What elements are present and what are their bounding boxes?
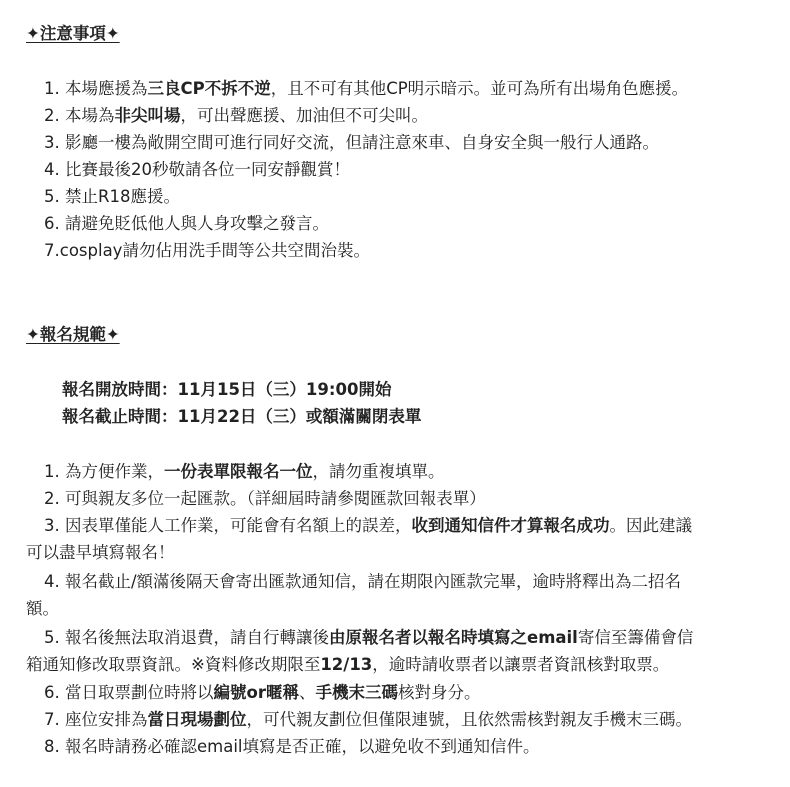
rule-item-3: 3. 因表單僅能人工作業，可能會有名額上的誤差，收到通知信件才算報名成功。因此建議 bbox=[44, 516, 692, 535]
note-item-7: 7.cosplay請勿佔用洗手間等公共空間治裝。 bbox=[44, 241, 370, 260]
rule-item-8: 8. 報名時請務必確認email填寫是否正確，以避免收不到通知信件。 bbox=[44, 737, 540, 756]
note-item-5: 5. 禁止R18應援。 bbox=[44, 187, 180, 206]
registration-close-time: 報名截止時間：11月22日（三）或額滿關閉表單 bbox=[62, 407, 422, 426]
note-item-3: 3. 影廳一樓為敞開空間可進行同好交流，但請注意來車、自身安全與一般行人通路。 bbox=[44, 133, 659, 152]
rule-item-7: 7. 座位安排為當日現場劃位，可代親友劃位但僅限連號，且依然需核對親友手機末三碼。 bbox=[44, 710, 692, 729]
note-item-4: 4. 比賽最後20秒敬請各位一同安靜觀賞！ bbox=[44, 160, 350, 179]
rule-item-3-cont: 可以盡早填寫報名！ bbox=[26, 543, 175, 562]
registration-open-time: 報名開放時間：11月15日（三）19:00開始 bbox=[62, 380, 392, 399]
section-heading-notes: ✦注意事項✦ bbox=[26, 24, 120, 43]
rule-item-4-cont: 額。 bbox=[26, 599, 59, 618]
rule-item-4: 4. 報名截止/額滿後隔天會寄出匯款通知信，請在期限內匯款完畢，逾時將釋出為二招名 bbox=[44, 572, 682, 591]
note-item-2: 2. 本場為非尖叫場，可出聲應援、加油但不可尖叫。 bbox=[44, 106, 428, 125]
rule-item-5-cont: 箱通知修改取票資訊。※資料修改期限至12/13，逾時請收票者以讓票者資訊核對取票。 bbox=[26, 655, 670, 674]
note-item-6: 6. 請避免貶低他人與人身攻擊之發言。 bbox=[44, 214, 329, 233]
section-heading-registration: ✦報名規範✦ bbox=[26, 325, 120, 344]
rule-item-5: 5. 報名後無法取消退費，請自行轉讓後由原報名者以報名時填寫之email寄信至籌備會信 bbox=[44, 628, 694, 647]
rule-item-6: 6. 當日取票劃位時將以編號or暱稱、手機末三碼核對身分。 bbox=[44, 683, 481, 702]
rule-item-2: 2. 可與親友多位一起匯款。（詳細屆時請參閱匯款回報表單） bbox=[44, 489, 486, 508]
note-item-1: 1. 本場應援為三良CP不拆不逆，且不可有其他CP明示暗示。並可為所有出場角色應援。 bbox=[44, 79, 689, 98]
rule-item-1: 1. 為方便作業，一份表單限報名一位，請勿重複填單。 bbox=[44, 462, 445, 481]
